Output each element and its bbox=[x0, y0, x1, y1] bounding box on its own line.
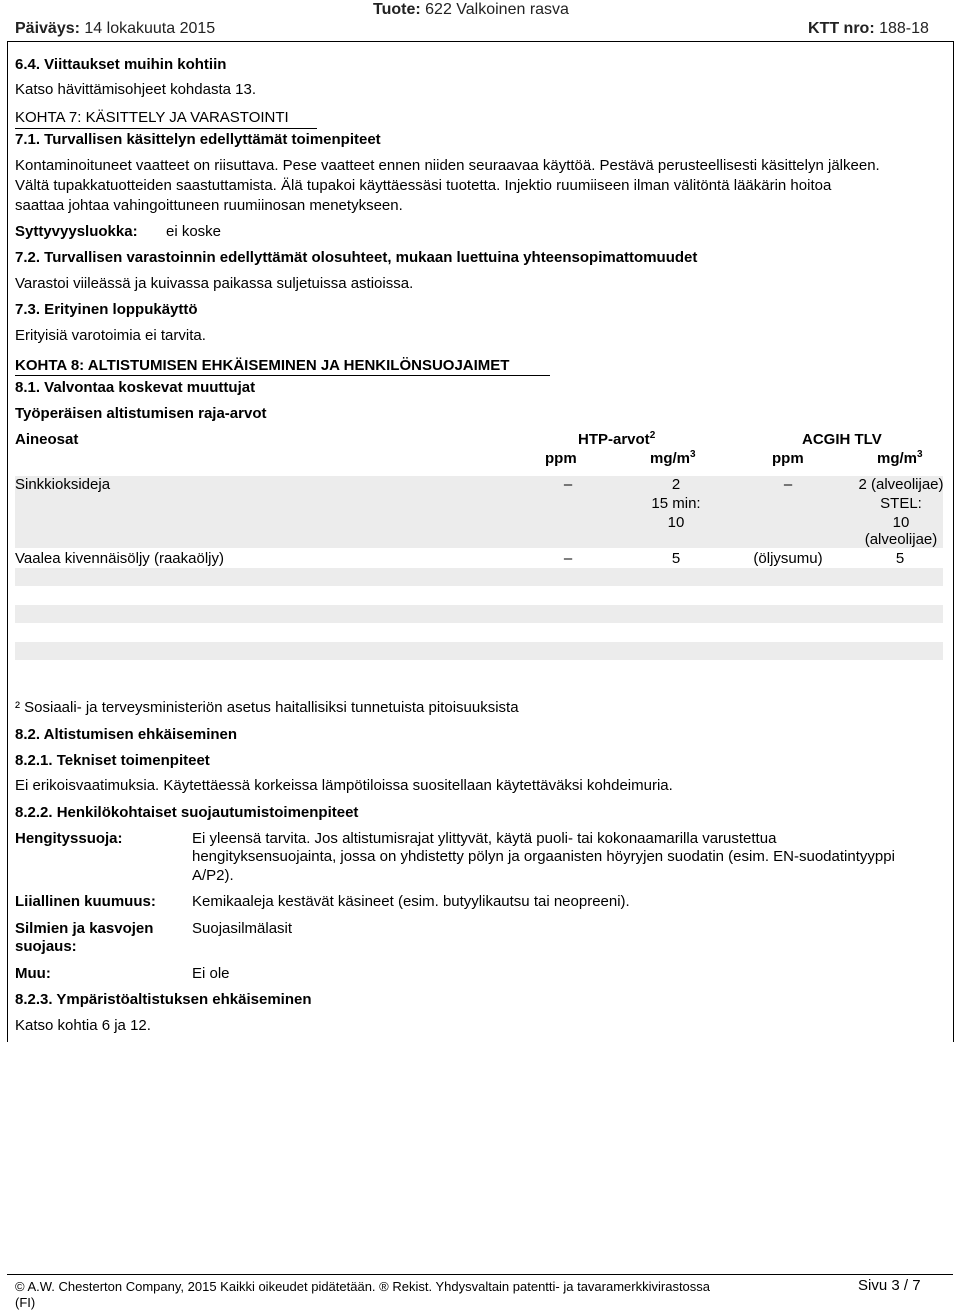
s71-heading: 7.1. Turvallisen käsittelyn edellyttämät toimenpiteet bbox=[15, 131, 381, 148]
footer-page-number: Sivu 3 / 7 bbox=[858, 1277, 921, 1294]
acgih-ppm: – bbox=[783, 476, 793, 493]
htp-mg: 15 min: bbox=[651, 495, 701, 512]
s823-text: Katso kohtia 6 ja 12. bbox=[15, 1017, 151, 1034]
ktt-label: KTT nro: bbox=[808, 20, 875, 37]
other-label: Muu: bbox=[15, 965, 51, 982]
htp-mg: 2 bbox=[671, 476, 681, 493]
s821-heading: 8.2.1. Tekniset toimenpiteet bbox=[15, 752, 210, 769]
s71-line1: Kontaminoituneet vaatteet on riisuttava. Pese vaatteet ennen niiden seuraavaa käyttöä. Pestävä perusteellisesti käsittelyn jälkeen. bbox=[15, 157, 880, 174]
header-ktt bbox=[808, 20, 929, 38]
acgih-mg: 10 bbox=[892, 514, 910, 531]
col-acgih-mgm3: $mg/m^3$ bbox=[877, 449, 923, 467]
flammability-value: ei koske bbox=[166, 223, 222, 240]
s64-text: Katso hävittämisohjeet kohdasta 13. bbox=[15, 81, 256, 98]
heat-value: Kemikaaleja kestävät käsineet (esim. butyylikautsu tai neopreeni). bbox=[192, 893, 630, 910]
s81-heading: 8.1. Valvontaa koskevat muuttujat bbox=[15, 379, 256, 396]
section7-title: KOHTA 7: KÄSITTELY JA VARASTOINTI bbox=[15, 109, 289, 126]
heat-label: Liiallinen kuumuus: bbox=[15, 893, 156, 910]
date-label: Päiväys: bbox=[15, 20, 80, 37]
eye-value: Suojasilmälasit bbox=[192, 920, 293, 937]
date-value: 14 lokakuuta 2015 bbox=[84, 20, 216, 37]
flammability-label: Syttyvyysluokka: bbox=[15, 223, 138, 240]
footer-copyright: © A.W. Chesterton Company, 2015 Kaikki oikeudet pidätetään. ® Rekist. Yhdysvaltain patentti- ja tavaramerkkivirastossa bbox=[15, 1279, 711, 1294]
section8-underline bbox=[15, 375, 550, 376]
htp-mg: 5 bbox=[671, 550, 681, 567]
acgih-mg: 5 bbox=[895, 550, 905, 567]
col-acgih: ACGIH TLV bbox=[802, 431, 882, 448]
s71-line3: saattaa johtaa vahingoittuneen ruumiinosan menetykseen. bbox=[15, 197, 403, 214]
acgih-mg: STEL: bbox=[880, 495, 922, 512]
eye-label: suojaus: bbox=[15, 938, 77, 955]
other-value: Ei ole bbox=[192, 965, 230, 982]
htp-ppm: – bbox=[563, 550, 573, 567]
substance-name: Sinkkioksideja bbox=[15, 476, 111, 493]
row-band bbox=[15, 642, 943, 660]
s64-heading: 6.4. Viittaukset muihin kohtiin bbox=[15, 56, 227, 73]
s71-line2: Vältä tupakkatuotteiden saastuttamista. Älä tupakoi käyttäessäsi tuotetta. Injektio ruumiiseen ilman välitöntä lääkärin hoitoa bbox=[15, 177, 832, 194]
col-htp-ppm: ppm bbox=[545, 450, 577, 467]
eye-label: Silmien ja kasvojen bbox=[15, 920, 154, 937]
s72-heading: 7.2. Turvallisen varastoinnin edellyttämät olosuhteet, mukaan luettuina yhteensopimattomuudet bbox=[15, 249, 698, 266]
product-label: Tuote: bbox=[373, 1, 421, 18]
footnote: ² Sosiaali- ja terveysministeriön asetus haitallisiksi tunnetuista pitoisuuksista bbox=[15, 699, 519, 716]
acgih-mg: (alveolijae) bbox=[864, 531, 938, 548]
s73-heading: 7.3. Erityinen loppukäyttö bbox=[15, 301, 198, 318]
htp-ppm: – bbox=[563, 476, 573, 493]
respiratory-text: hengityksensuojainta, jossa on yhdistetty pölyn ja orgaanisten höyryjen suodatin (esim. EN-suodatintyyppi bbox=[192, 848, 895, 865]
htp-mg: 10 bbox=[667, 514, 685, 531]
row-band bbox=[15, 605, 943, 623]
s73-text: Erityisiä varotoimia ei tarvita. bbox=[15, 327, 206, 344]
col-htp-mgm3: $mg/m^3$ bbox=[650, 449, 696, 467]
row-band bbox=[15, 568, 943, 586]
limits-heading: Työperäisen altistumisen raja-arvot bbox=[15, 405, 267, 422]
col-htp: HTP-arvot$^2$ bbox=[578, 430, 656, 448]
acgih-mg: 2 (alveolijae) bbox=[858, 476, 944, 493]
left-border bbox=[7, 41, 8, 1042]
footer-rule bbox=[7, 1274, 953, 1275]
col-substance: Aineosat bbox=[15, 431, 79, 448]
header-date bbox=[15, 20, 215, 38]
header-rule bbox=[7, 41, 953, 42]
footer-lang: (FI) bbox=[15, 1295, 36, 1310]
col-acgih-ppm: ppm bbox=[772, 450, 804, 467]
ktt-value: 188-18 bbox=[879, 20, 929, 37]
s823-heading: 8.2.3. Ympäristöaltistuksen ehkäiseminen bbox=[15, 991, 312, 1008]
s72-text: Varastoi viileässä ja kuivassa paikassa suljetuissa astioissa. bbox=[15, 275, 414, 292]
acgih-ppm: (öljysumu) bbox=[753, 550, 823, 567]
section8-title: KOHTA 8: ALTISTUMISEN EHKÄISEMINEN JA HENKILÖNSUOJAIMET bbox=[15, 357, 510, 374]
s821-text: Ei erikoisvaatimuksia. Käytettäessä korkeissa lämpötiloissa suositellaan käytettäväksi kohdeimuria. bbox=[15, 777, 673, 794]
respiratory-text: Ei yleensä tarvita. Jos altistumisrajat ylittyvät, käytä puoli- tai kokonaamarilla varustettua bbox=[192, 830, 777, 847]
s822-heading: 8.2.2. Henkilökohtaiset suojautumistoimenpiteet bbox=[15, 804, 359, 821]
product-value: 622 Valkoinen rasva bbox=[425, 1, 569, 18]
respiratory-label: Hengityssuoja: bbox=[15, 830, 123, 847]
substance-name: Vaalea kivennäisöljy (raakaöljy) bbox=[15, 550, 224, 567]
s82-heading: 8.2. Altistumisen ehkäiseminen bbox=[15, 726, 238, 743]
header-product bbox=[373, 1, 569, 19]
respiratory-text: A/P2). bbox=[192, 867, 234, 884]
section7-underline bbox=[15, 128, 317, 129]
